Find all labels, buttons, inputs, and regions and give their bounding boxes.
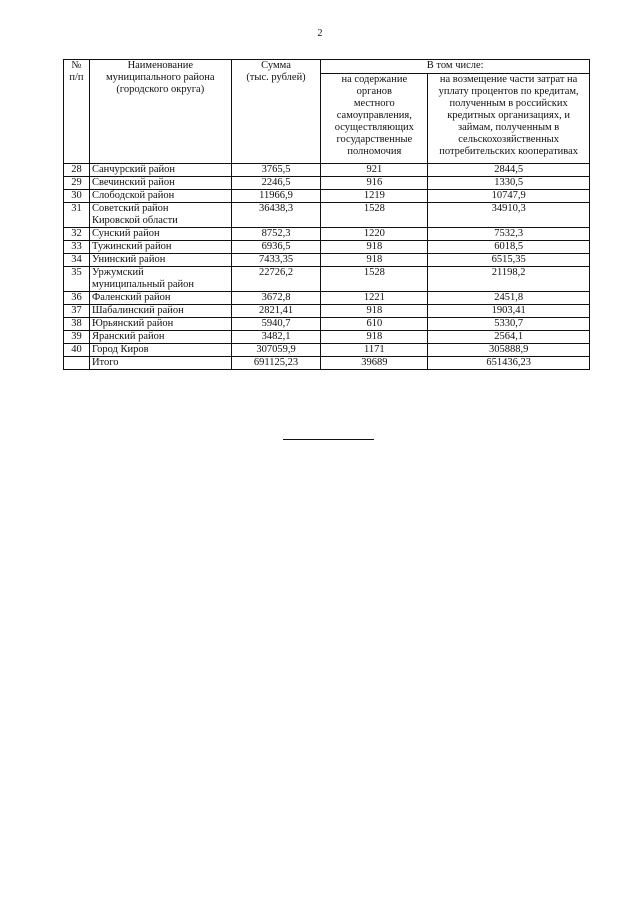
row-number: 35 xyxy=(64,267,90,292)
table-total-row xyxy=(64,357,590,370)
interest-compensation-amount: 10747,9 xyxy=(428,190,590,203)
total-sum: 11966,9 xyxy=(231,190,321,203)
district-name: Слободской район xyxy=(89,190,231,203)
total-sum: 5940,7 xyxy=(231,318,321,331)
header-sum: Сумма (тыс. рублей) xyxy=(231,60,321,164)
interest-compensation-amount: 651436,23 xyxy=(428,357,590,370)
total-sum: 6936,5 xyxy=(231,241,321,254)
local-government-amount: 39689 xyxy=(321,357,428,370)
page-number: 2 xyxy=(317,28,323,39)
total-sum: 36438,3 xyxy=(231,203,321,228)
table-row xyxy=(64,228,590,241)
total-sum: 3672,8 xyxy=(231,292,321,305)
interest-compensation-amount: 2844,5 xyxy=(428,164,590,177)
row-number: 37 xyxy=(64,305,90,318)
local-government-amount: 1528 xyxy=(321,203,428,228)
district-name: Юрьянский район xyxy=(89,318,231,331)
local-government-amount: 918 xyxy=(321,241,428,254)
local-government-amount: 916 xyxy=(321,177,428,190)
table-row xyxy=(64,267,590,292)
district-name: Уржумский муниципальный район xyxy=(89,267,231,292)
row-number: 34 xyxy=(64,254,90,267)
row-number: 31 xyxy=(64,203,90,228)
district-name: Фаленский район xyxy=(89,292,231,305)
district-name: Санчурский район xyxy=(89,164,231,177)
table-row xyxy=(64,190,590,203)
local-government-amount: 1528 xyxy=(321,267,428,292)
header-local-government: на содержание органов местного самоуправления, осуществляющих государственные полномочия xyxy=(321,74,428,164)
row-number: 28 xyxy=(64,164,90,177)
table-row xyxy=(64,344,590,357)
table-row xyxy=(64,318,590,331)
header-name: Наименование муниципального района (городского округа) xyxy=(89,60,231,164)
district-name: Свечинский район xyxy=(89,177,231,190)
row-number: 29 xyxy=(64,177,90,190)
interest-compensation-amount: 6515,35 xyxy=(428,254,590,267)
district-name: Сунский район xyxy=(89,228,231,241)
local-government-amount: 918 xyxy=(321,331,428,344)
row-number: 36 xyxy=(64,292,90,305)
total-sum: 2821,41 xyxy=(231,305,321,318)
district-name: Город Киров xyxy=(89,344,231,357)
row-number: 32 xyxy=(64,228,90,241)
row-number: 38 xyxy=(64,318,90,331)
subsidy-table xyxy=(63,59,590,370)
district-name: Яранский район xyxy=(89,331,231,344)
total-sum: 7433,35 xyxy=(231,254,321,267)
interest-compensation-amount: 2564,1 xyxy=(428,331,590,344)
header-interest-compensation: на возмещение части затрат на уплату процентов по кредитам, полученным в российских кредитных организациях, и займам, полученным в сельскохозяйственных потребительских кооперативах xyxy=(428,74,590,164)
row-number: 40 xyxy=(64,344,90,357)
total-sum: 8752,3 xyxy=(231,228,321,241)
local-government-amount: 1221 xyxy=(321,292,428,305)
table-row xyxy=(64,292,590,305)
total-sum: 307059,9 xyxy=(231,344,321,357)
interest-compensation-amount: 2451,8 xyxy=(428,292,590,305)
total-sum: 691125,23 xyxy=(231,357,321,370)
interest-compensation-amount: 5330,7 xyxy=(428,318,590,331)
district-name: Тужинский район xyxy=(89,241,231,254)
interest-compensation-amount: 6018,5 xyxy=(428,241,590,254)
interest-compensation-amount: 305888,9 xyxy=(428,344,590,357)
table-row xyxy=(64,203,590,228)
table-row xyxy=(64,164,590,177)
row-number: 39 xyxy=(64,331,90,344)
total-sum: 3482,1 xyxy=(231,331,321,344)
district-name: Итого xyxy=(89,357,231,370)
table-row xyxy=(64,241,590,254)
table-row xyxy=(64,254,590,267)
local-government-amount: 1219 xyxy=(321,190,428,203)
interest-compensation-amount: 1903,41 xyxy=(428,305,590,318)
local-government-amount: 1171 xyxy=(321,344,428,357)
local-government-amount: 918 xyxy=(321,254,428,267)
header-num: № п/п xyxy=(64,60,90,164)
table-row xyxy=(64,305,590,318)
interest-compensation-amount: 1330,5 xyxy=(428,177,590,190)
table-row xyxy=(64,177,590,190)
interest-compensation-amount: 34910,3 xyxy=(428,203,590,228)
table-row xyxy=(64,331,590,344)
total-sum: 22726,2 xyxy=(231,267,321,292)
district-name: Шабалинский район xyxy=(89,305,231,318)
header-including: В том числе: xyxy=(321,60,590,74)
interest-compensation-amount: 7532,3 xyxy=(428,228,590,241)
local-government-amount: 610 xyxy=(321,318,428,331)
local-government-amount: 921 xyxy=(321,164,428,177)
separator-line xyxy=(283,439,374,440)
district-name: Унинский район xyxy=(89,254,231,267)
row-number: 30 xyxy=(64,190,90,203)
row-number: 33 xyxy=(64,241,90,254)
interest-compensation-amount: 21198,2 xyxy=(428,267,590,292)
district-name: Советский район Кировской области xyxy=(89,203,231,228)
table-body xyxy=(64,164,590,370)
total-sum: 3765,5 xyxy=(231,164,321,177)
row-number xyxy=(64,357,90,370)
local-government-amount: 1220 xyxy=(321,228,428,241)
local-government-amount: 918 xyxy=(321,305,428,318)
total-sum: 2246,5 xyxy=(231,177,321,190)
